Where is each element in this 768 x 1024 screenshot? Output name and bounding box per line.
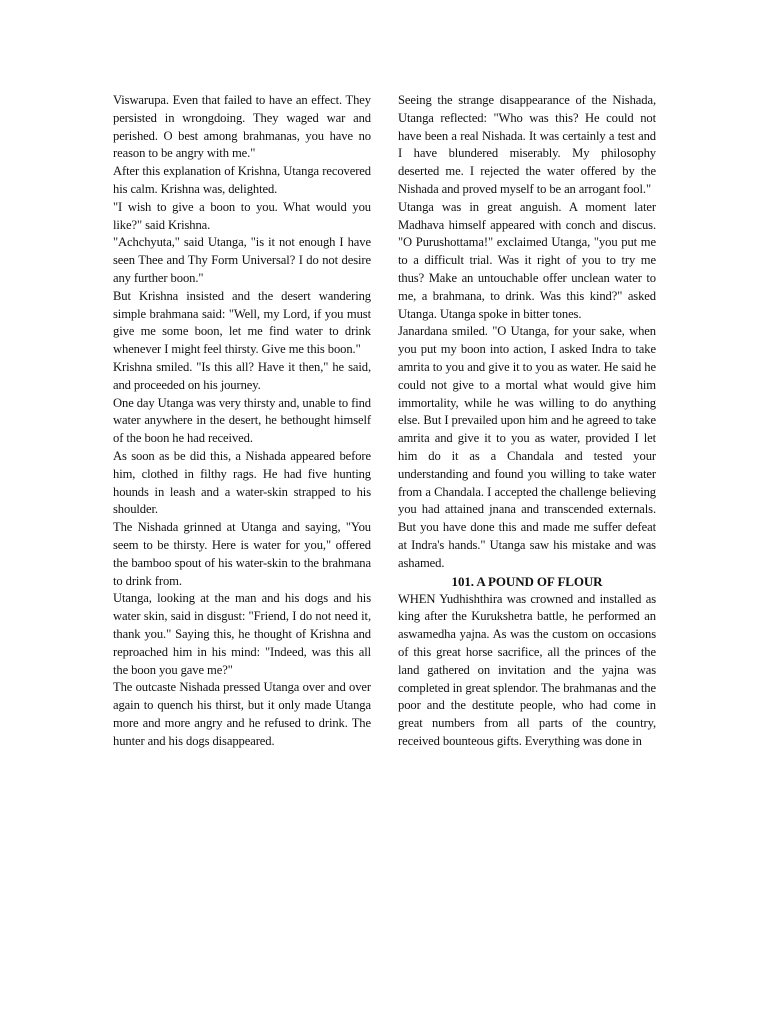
paragraph: But Krishna insisted and the desert wandering simple brahmana said: "Well, my Lord, if you must give me some boon, let me find water to drink whenever I might feel thirsty. Give me this boon." [113, 288, 371, 357]
paragraph: Utanga was in great anguish. A moment later Madhava himself appeared with conch and discus. "O Purushottama!" exclaimed Utanga, "you put me to a difficult trial. Was it right of you to try me thus? Make an untouchable offer unclean water to me, a brahmana, to drink. Was this kind?" asked Utanga. Utanga spoke in bitter tones. [398, 199, 656, 321]
paragraph: Utanga, looking at the man and his dogs and his water skin, said in disgust: "Friend, I do not need it, thank you." Saying this, he thought of Krishna and reproached him in his mind: "Indeed, was this all the boon you gave me?" [113, 591, 371, 677]
paragraph: Viswarupa. Even that failed to have an effect. They persisted in wrongdoing. They waged war and perished. O best among brahmanas, you have no reason to be angry with me." [113, 93, 371, 161]
paragraph: Janardana smiled. "O Utanga, for your sake, when you put my boon into action, I asked Indra to take amrita to you and give it to you as water. He said he could not give to a mortal what would give him immortality, while he was willing to do anything else. But I prevailed upon him and he agreed to take amrita and give it to you as water, provided I let him do it as a Chandala and tested your understanding and found you willing to take water from a Chandala. I accepted the challenge believing you had attained jnana and transcended externals. But you have done this and made me suffer defeat at Indra's hands." Utanga saw his mistake and was ashamed. [398, 324, 656, 570]
paragraph: After this explanation of Krishna, Utanga recovered his calm. Krishna was, delighted. [113, 164, 371, 196]
left-column [113, 92, 371, 750]
section-heading: 101. A POUND OF FLOUR [451, 573, 603, 589]
paragraph: WHEN Yudhishthira was crowned and installed as king after the Kurukshetra battle, he performed an aswamedha yajna. As was the custom on occasions of this great horse sacrifice, all the princes of the land gathered on invitation and the yajna was completed in great splendor. The brahmanas and the poor and the destitute people, who had come in great numbers from all parts of the country, received bounteous gifts. Everything was done in [398, 591, 656, 748]
paragraph: "I wish to give a boon to you. What would you like?" said Krishna. [113, 199, 371, 232]
paragraph: The Nishada grinned at Utanga and saying, "You seem to be thirsty. Here is water for you," offered the bamboo spout of his water-skin to the brahmana to drink from. [113, 520, 371, 588]
right-column [398, 92, 656, 751]
paragraph: One day Utanga was very thirsty and, unable to find water anywhere in the desert, he bethought himself of the boon he had received. [113, 395, 371, 446]
paragraph: "Achchyuta," said Utanga, "is it not enough I have seen Thee and Thy Form Universal? I do not desire any further boon." [113, 235, 371, 285]
paragraph: As soon as be did this, a Nishada appeared before him, clothed in filthy rags. He had five hunting hounds in leash and a water-skin strapped to his shoulder. [113, 448, 371, 517]
paragraph: Krishna smiled. "Is this all? Have it then," he said, and proceeded on his journey. [113, 359, 371, 392]
paragraph: The outcaste Nishada pressed Utanga over and over again to quench his thirst, but it only made Utanga more and more angry and he refused to drink. The hunter and his dogs disappeared. [113, 680, 371, 748]
paragraph: Seeing the strange disappearance of the Nishada, Utanga reflected: "Who was this? He could not have been a real Nishada. It was certainly a test and I have blundered miserably. My philosophy deserted me. I rejected the water offered by the Nishada and proved myself to be an arrogant fool." [398, 93, 656, 196]
